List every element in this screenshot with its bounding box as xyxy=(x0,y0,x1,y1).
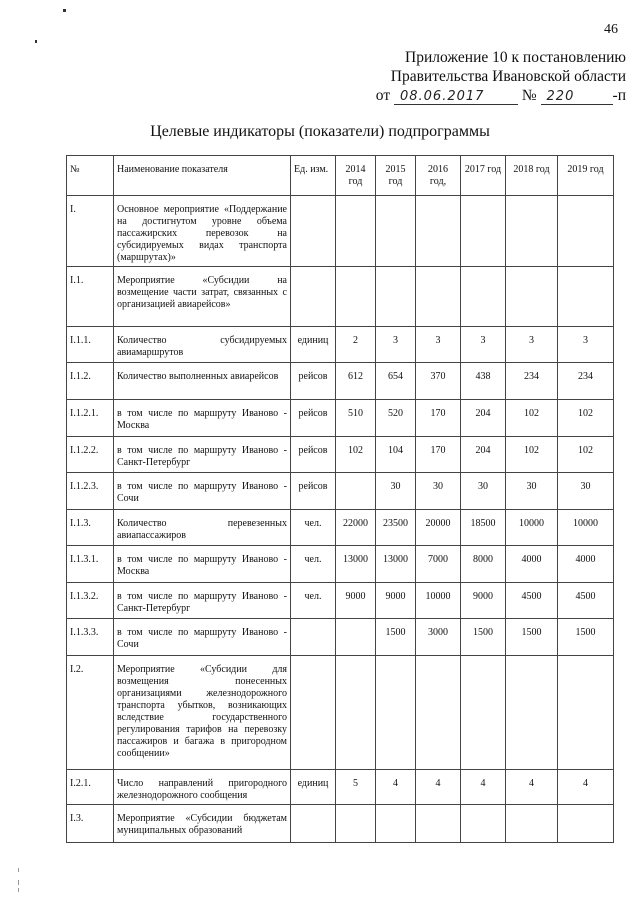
row-code: I.1.2.2. xyxy=(67,437,114,473)
row-code: I.1.2.3. xyxy=(67,473,114,510)
table-row xyxy=(67,363,614,400)
value-2017: 18500 xyxy=(461,510,506,546)
value-2014 xyxy=(336,267,376,327)
value-2017: 9000 xyxy=(461,583,506,619)
value-2015: 654 xyxy=(376,363,416,400)
value-2018: 102 xyxy=(506,400,558,437)
row-unit xyxy=(291,196,336,267)
value-2015: 3 xyxy=(376,327,416,363)
appendix-line-1: Приложение 10 к постановлению xyxy=(405,49,626,66)
row-unit: чел. xyxy=(291,546,336,583)
table-header-row xyxy=(67,156,614,196)
value-2014: 5 xyxy=(336,770,376,805)
appendix-header xyxy=(376,48,626,105)
handwritten-number: 220 xyxy=(541,90,613,105)
value-2015: 520 xyxy=(376,400,416,437)
value-2016: 7000 xyxy=(416,546,461,583)
row-code: I.1.3.2. xyxy=(67,583,114,619)
scan-margin-mark xyxy=(18,888,19,892)
row-name: в том числе по маршруту Иваново - Санкт-Петербург xyxy=(114,583,291,619)
header-year-2015: 2015 год xyxy=(376,156,416,196)
handwritten-date: 08.06.2017 xyxy=(394,90,518,105)
value-2015: 4 xyxy=(376,770,416,805)
row-name: Мероприятие «Субсидии для возмещения понесенных организациями железнодорожного транспорта убытков, возникающих вследствие государственного регулирования тарифов на перевозку пассажиров и багажа в пригородном сообщении» xyxy=(114,656,291,770)
value-2017: 1500 xyxy=(461,619,506,656)
value-2015 xyxy=(376,656,416,770)
table-row xyxy=(67,770,614,805)
value-2017 xyxy=(461,196,506,267)
row-name: Количество выполненных авиарейсов xyxy=(114,363,291,400)
table-row xyxy=(67,196,614,267)
table-row xyxy=(67,267,614,327)
value-2018 xyxy=(506,656,558,770)
value-2017 xyxy=(461,656,506,770)
table-row xyxy=(67,619,614,656)
value-2016 xyxy=(416,196,461,267)
value-2018: 1500 xyxy=(506,619,558,656)
value-2015: 30 xyxy=(376,473,416,510)
value-2018: 30 xyxy=(506,473,558,510)
value-2014: 9000 xyxy=(336,583,376,619)
appendix-line-3 xyxy=(376,86,626,105)
value-2015: 23500 xyxy=(376,510,416,546)
value-2016: 3 xyxy=(416,327,461,363)
row-unit: рейсов xyxy=(291,473,336,510)
row-code: I. xyxy=(67,196,114,267)
row-code: I.1. xyxy=(67,267,114,327)
indicators-table xyxy=(66,155,614,843)
value-2014: 102 xyxy=(336,437,376,473)
value-2018: 102 xyxy=(506,437,558,473)
value-2015: 9000 xyxy=(376,583,416,619)
row-name: Мероприятие «Субсидии бюджетам муниципальных образований xyxy=(114,805,291,843)
header-year-2016: 2016 год, xyxy=(416,156,461,196)
value-2015: 13000 xyxy=(376,546,416,583)
value-2015 xyxy=(376,196,416,267)
row-unit: чел. xyxy=(291,583,336,619)
row-code: I.1.3.3. xyxy=(67,619,114,656)
row-code: I.1.2. xyxy=(67,363,114,400)
row-name: Мероприятие «Субсидии на возмещение части затрат, связанных с организацией авиарейсов» xyxy=(114,267,291,327)
value-2017: 204 xyxy=(461,400,506,437)
row-code: I.1.3. xyxy=(67,510,114,546)
header-year-2017: 2017 год xyxy=(461,156,506,196)
value-2016 xyxy=(416,267,461,327)
value-2017: 4 xyxy=(461,770,506,805)
row-name: в том числе по маршруту Иваново - Санкт-Петербург xyxy=(114,437,291,473)
value-2014 xyxy=(336,196,376,267)
row-name: в том числе по маршруту Иваново - Москва xyxy=(114,400,291,437)
header-year-2019: 2019 год xyxy=(558,156,614,196)
row-unit: единиц xyxy=(291,770,336,805)
header-unit: Ед. изм. xyxy=(291,156,336,196)
table-row xyxy=(67,473,614,510)
scan-speck xyxy=(63,9,66,12)
value-2017 xyxy=(461,805,506,843)
header-name: Наименование показателя xyxy=(114,156,291,196)
value-2019 xyxy=(558,805,614,843)
row-unit xyxy=(291,619,336,656)
row-unit: рейсов xyxy=(291,437,336,473)
value-2019: 234 xyxy=(558,363,614,400)
value-2018 xyxy=(506,805,558,843)
value-2018: 3 xyxy=(506,327,558,363)
value-2015: 1500 xyxy=(376,619,416,656)
value-2019 xyxy=(558,656,614,770)
row-unit: рейсов xyxy=(291,363,336,400)
scan-speck xyxy=(35,40,37,43)
value-2018 xyxy=(506,267,558,327)
scan-margin-mark xyxy=(18,880,19,885)
value-2015 xyxy=(376,267,416,327)
value-2015 xyxy=(376,805,416,843)
row-name: Основное мероприятие «Поддержание на достигнутом уровне объема пассажирских перевозок на субсидируемых видах транспорта (маршрутах)» xyxy=(114,196,291,267)
row-unit xyxy=(291,805,336,843)
row-name: в том числе по маршруту Иваново - Сочи xyxy=(114,619,291,656)
row-name: Число направлений пригородного железнодорожного сообщения xyxy=(114,770,291,805)
value-2018: 4 xyxy=(506,770,558,805)
value-2017: 438 xyxy=(461,363,506,400)
value-2019: 30 xyxy=(558,473,614,510)
header-year-2018: 2018 год xyxy=(506,156,558,196)
table-row xyxy=(67,510,614,546)
row-code: I.1.1. xyxy=(67,327,114,363)
row-unit: чел. xyxy=(291,510,336,546)
row-unit: рейсов xyxy=(291,400,336,437)
row-code: I.1.3.1. xyxy=(67,546,114,583)
value-2018: 4500 xyxy=(506,583,558,619)
value-2016: 370 xyxy=(416,363,461,400)
value-2019: 102 xyxy=(558,400,614,437)
value-2019 xyxy=(558,267,614,327)
value-2016: 170 xyxy=(416,437,461,473)
value-2017 xyxy=(461,267,506,327)
value-2019: 10000 xyxy=(558,510,614,546)
row-code: I.2. xyxy=(67,656,114,770)
value-2016: 20000 xyxy=(416,510,461,546)
table-row xyxy=(67,805,614,843)
value-2019: 4 xyxy=(558,770,614,805)
number-suffix: -п xyxy=(612,87,626,104)
table-row xyxy=(67,327,614,363)
appendix-line-2: Правительства Ивановской области xyxy=(390,68,626,85)
value-2019 xyxy=(558,196,614,267)
value-2014 xyxy=(336,619,376,656)
value-2014: 2 xyxy=(336,327,376,363)
number-label: № xyxy=(521,87,537,104)
header-year-2014: 2014 год xyxy=(336,156,376,196)
value-2018 xyxy=(506,196,558,267)
value-2014 xyxy=(336,805,376,843)
value-2014: 13000 xyxy=(336,546,376,583)
table-row xyxy=(67,400,614,437)
row-unit: единиц xyxy=(291,327,336,363)
value-2014: 510 xyxy=(336,400,376,437)
row-code: I.3. xyxy=(67,805,114,843)
value-2014: 22000 xyxy=(336,510,376,546)
value-2019: 102 xyxy=(558,437,614,473)
value-2019: 4500 xyxy=(558,583,614,619)
value-2018: 4000 xyxy=(506,546,558,583)
table-row xyxy=(67,656,614,770)
row-name: в том числе по маршруту Иваново - Москва xyxy=(114,546,291,583)
value-2018: 234 xyxy=(506,363,558,400)
value-2016: 3000 xyxy=(416,619,461,656)
value-2014 xyxy=(336,656,376,770)
value-2016: 170 xyxy=(416,400,461,437)
value-2015: 104 xyxy=(376,437,416,473)
value-2019: 4000 xyxy=(558,546,614,583)
value-2014 xyxy=(336,473,376,510)
row-code: I.1.2.1. xyxy=(67,400,114,437)
header-num: № xyxy=(67,156,114,196)
row-name: Количество субсидируемых авиамаршрутов xyxy=(114,327,291,363)
value-2017: 30 xyxy=(461,473,506,510)
from-label: от xyxy=(375,87,391,104)
value-2017: 8000 xyxy=(461,546,506,583)
table-row xyxy=(67,546,614,583)
row-unit xyxy=(291,267,336,327)
value-2016: 4 xyxy=(416,770,461,805)
value-2019: 1500 xyxy=(558,619,614,656)
document-title: Целевые индикаторы (показатели) подпрограммы xyxy=(150,123,490,140)
value-2018: 10000 xyxy=(506,510,558,546)
value-2016: 10000 xyxy=(416,583,461,619)
value-2014: 612 xyxy=(336,363,376,400)
row-name: Количество перевезенных авиапассажиров xyxy=(114,510,291,546)
row-code: I.2.1. xyxy=(67,770,114,805)
value-2016: 30 xyxy=(416,473,461,510)
value-2016 xyxy=(416,656,461,770)
row-unit xyxy=(291,656,336,770)
value-2019: 3 xyxy=(558,327,614,363)
scan-margin-mark xyxy=(18,868,19,872)
value-2017: 3 xyxy=(461,327,506,363)
table-row xyxy=(67,437,614,473)
page-number: 46 xyxy=(604,22,618,37)
row-name: в том числе по маршруту Иваново - Сочи xyxy=(114,473,291,510)
table-row xyxy=(67,583,614,619)
value-2017: 204 xyxy=(461,437,506,473)
value-2016 xyxy=(416,805,461,843)
